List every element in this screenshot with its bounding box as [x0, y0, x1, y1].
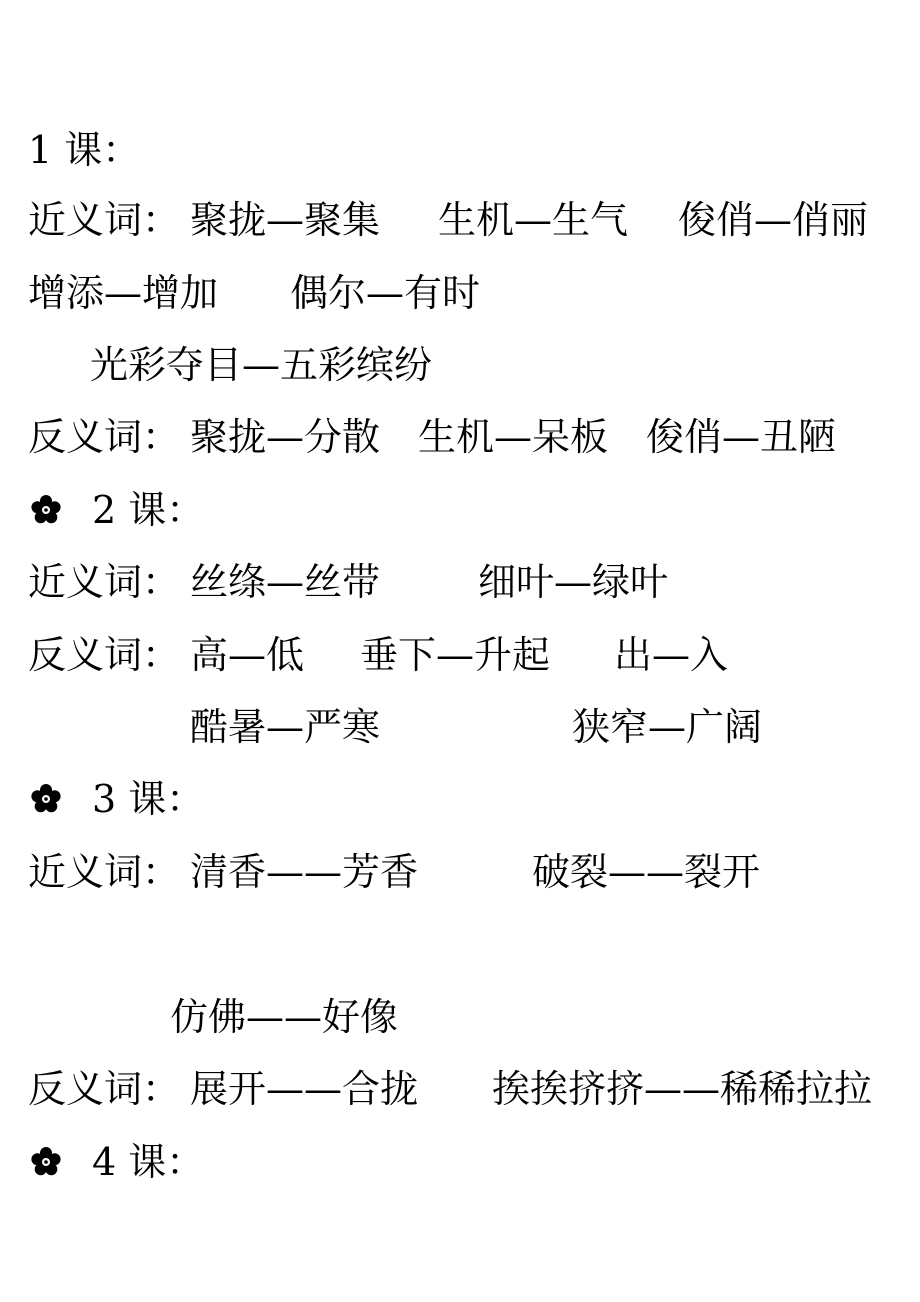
flower-icon	[30, 1146, 62, 1178]
synonym-label: 近义词：	[28, 198, 181, 242]
antonym-label: 反义词：	[28, 1067, 181, 1111]
flower-icon	[30, 783, 62, 815]
word-pair: 挨挨挤挤——稀稀拉拉	[492, 1067, 873, 1111]
word-pair: 细叶—绿叶	[478, 560, 669, 604]
word-pair: 破裂——裂开	[532, 850, 761, 894]
word-pair: 高—低	[190, 633, 305, 677]
word-pair: 生机—呆板	[418, 415, 609, 459]
word-pair: 偶尔—有时	[290, 271, 481, 315]
lesson3-heading: 3 课：	[92, 777, 205, 821]
synonym-label: 近义词：	[28, 560, 181, 604]
antonym-label: 反义词：	[28, 415, 181, 459]
word-pair: 丝绦—丝带	[190, 560, 381, 604]
word-pair: 光彩夺目—五彩缤纷	[90, 343, 433, 387]
word-pair: 俊俏—俏丽	[678, 198, 869, 242]
word-pair: 增添—增加	[28, 271, 219, 315]
word-pair: 聚拢—分散	[190, 415, 381, 459]
word-pair: 酷暑—严寒	[190, 705, 381, 749]
word-pair: 出—入	[614, 633, 729, 677]
word-pair: 生机—生气	[438, 198, 629, 242]
synonym-label: 近义词：	[28, 850, 181, 894]
lesson1-heading: 1 课：	[28, 128, 141, 172]
word-pair: 狭窄—广阔	[572, 705, 763, 749]
word-pair: 清香——芳香	[190, 850, 419, 894]
word-pair: 仿佛——好像	[170, 995, 399, 1039]
word-pair: 俊俏—丑陋	[646, 415, 837, 459]
lesson4-heading: 4 课：	[92, 1140, 205, 1184]
flower-icon	[30, 494, 62, 526]
word-pair: 聚拢—聚集	[190, 198, 381, 242]
word-pair: 垂下—升起	[360, 633, 551, 677]
antonym-label: 反义词：	[28, 633, 181, 677]
word-pair: 展开——合拢	[190, 1067, 419, 1111]
lesson2-heading: 2 课：	[92, 488, 205, 532]
